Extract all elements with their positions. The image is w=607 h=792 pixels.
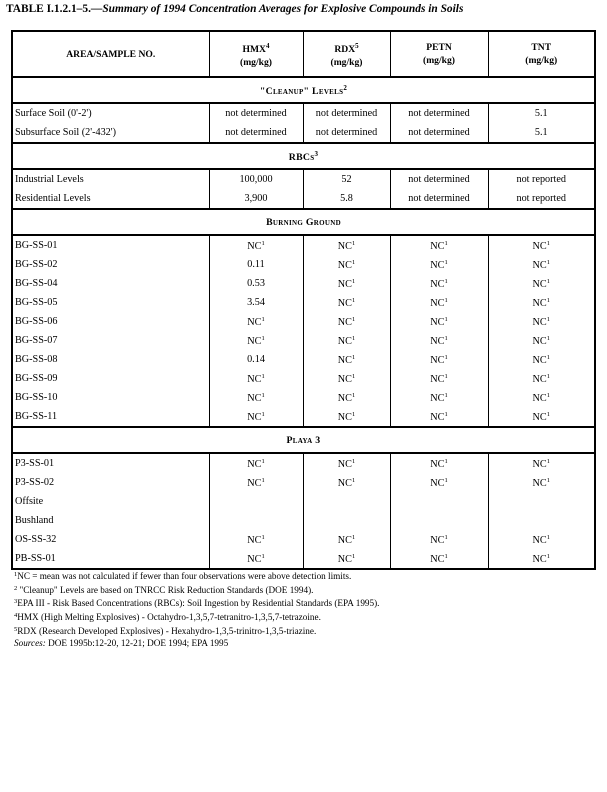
cell-value: NC	[532, 278, 547, 290]
table-cell	[209, 274, 303, 293]
table-cell	[209, 235, 303, 255]
footnote-ref: 1	[444, 533, 448, 541]
row-label: BG-SS-02	[12, 255, 209, 274]
table-cell	[390, 255, 488, 274]
table-cell	[390, 549, 488, 569]
cell-value: NC	[532, 297, 547, 309]
column-header-unit: (mg/kg)	[423, 55, 455, 66]
footnote-ref: 1	[546, 372, 550, 380]
table-cell	[209, 453, 303, 473]
cell-value: NC	[337, 354, 352, 366]
table-cell	[488, 312, 595, 331]
table-row	[12, 189, 595, 209]
footnote-ref: 1	[444, 372, 448, 380]
column-header-name: RDX	[334, 43, 356, 55]
table-row	[12, 123, 595, 143]
table-row	[12, 312, 595, 331]
column-header-unit: (mg/kg)	[330, 56, 363, 68]
footnote-ref: 1	[546, 353, 550, 361]
table-cell	[488, 293, 595, 312]
table-cell	[390, 473, 488, 492]
footnote-ref: 1	[546, 296, 550, 304]
cell-value: NC	[247, 477, 262, 489]
table-cell	[303, 235, 390, 255]
footnote-ref: 1	[546, 457, 550, 465]
cell-value: NC	[337, 335, 352, 347]
row-label: P3-SS-01	[12, 453, 209, 473]
footnote-text: "Cleanup" Levels are based on TNRCC Risk Reduction Standards (DOE 1994).	[17, 584, 314, 595]
section-title-text: RBCs	[288, 151, 315, 163]
table-cell	[303, 549, 390, 569]
column-header-unit: (mg/kg)	[240, 56, 272, 68]
table-row	[12, 331, 595, 350]
cell-value: NC	[337, 411, 352, 423]
footnote-ref: 1	[546, 476, 550, 484]
table-cell	[303, 492, 390, 511]
column-header	[488, 31, 595, 77]
table-cell	[390, 235, 488, 255]
table-number: TABLE I.1.2.1–5.—	[6, 3, 103, 15]
footnote-ref: 1	[444, 552, 448, 560]
table-cell	[488, 103, 595, 123]
cell-value: NC	[430, 411, 445, 423]
footnote-ref: 1	[351, 277, 356, 285]
table-row	[12, 511, 595, 530]
footnote-mark: 5	[14, 625, 18, 633]
table-caption: Summary of 1994 Concentration Averages for Explosive Compounds in Soils	[102, 3, 464, 15]
cell-value: NC	[430, 477, 445, 489]
section-header-row	[12, 143, 595, 169]
table-cell	[488, 369, 595, 388]
table-row	[12, 473, 595, 492]
table-cell	[209, 369, 303, 388]
table-cell	[303, 331, 390, 350]
footnote-ref: 1	[261, 533, 265, 541]
cell-value: 5.1	[534, 108, 548, 119]
table-row	[12, 492, 595, 511]
section-title	[12, 77, 595, 103]
row-label: Industrial Levels	[12, 169, 209, 189]
table-cell	[390, 369, 488, 388]
row-label: BG-SS-11	[12, 407, 209, 427]
table-cell	[303, 388, 390, 407]
section-title-text: "Cleanup" Levels	[259, 85, 344, 97]
cell-value: NC	[430, 316, 445, 328]
cell-value: NC	[532, 392, 547, 404]
cell-value: not determined	[225, 127, 287, 138]
footnote-ref: 1	[351, 410, 356, 418]
cell-value: not reported	[516, 174, 566, 185]
cell-value: NC	[532, 553, 547, 565]
footnote-ref: 1	[444, 410, 448, 418]
column-header-name: TNT	[531, 42, 552, 53]
cell-value: NC	[247, 553, 262, 565]
cell-value: not determined	[408, 174, 470, 185]
column-header	[303, 31, 390, 77]
cell-value: NC	[532, 354, 547, 366]
cell-value: NC	[337, 240, 352, 252]
row-label: Residential Levels	[12, 189, 209, 209]
footnote-ref: 1	[546, 277, 550, 285]
table-cell	[303, 350, 390, 369]
cell-value: NC	[247, 335, 262, 347]
table-cell	[209, 511, 303, 530]
table-cell	[209, 350, 303, 369]
footnote-ref: 1	[351, 457, 356, 465]
table-cell	[209, 123, 303, 143]
cell-value: NC	[430, 240, 445, 252]
footnote-text: EPA III - Risk Based Concentrations (RBCs): Soil Ingestion by Residential Standards (EPA 1995).	[17, 598, 380, 609]
table-title	[6, 3, 604, 15]
table-cell	[390, 407, 488, 427]
footnote-mark: 1	[14, 571, 18, 578]
cell-value: NC	[430, 278, 445, 290]
cell-value: NC	[430, 335, 445, 347]
footnote-ref: 1	[444, 353, 448, 361]
cell-value: NC	[337, 392, 352, 404]
cell-value: NC	[532, 458, 547, 470]
table-row	[12, 407, 595, 427]
table-cell	[209, 189, 303, 209]
table-row	[12, 274, 595, 293]
cell-value: NC	[247, 411, 262, 423]
table-cell	[303, 293, 390, 312]
section-header-row	[12, 77, 595, 103]
table-cell	[390, 530, 488, 549]
cell-value: NC	[247, 240, 262, 252]
table-cell	[488, 549, 595, 569]
table-cell	[209, 169, 303, 189]
sources-line	[14, 638, 379, 650]
cell-value: NC	[430, 458, 445, 470]
cell-value: NC	[430, 373, 445, 385]
row-label: BG-SS-08	[12, 350, 209, 369]
column-header	[209, 31, 303, 77]
row-label: P3-SS-02	[12, 473, 209, 492]
table-cell	[390, 274, 488, 293]
cell-value: NC	[247, 373, 262, 385]
table-cell	[209, 388, 303, 407]
table-cell	[209, 255, 303, 274]
table-row	[12, 388, 595, 407]
cell-value: not determined	[408, 193, 470, 204]
cell-value: not determined	[225, 108, 287, 119]
cell-value: not determined	[315, 127, 378, 138]
table-cell	[303, 511, 390, 530]
cell-value: NC	[430, 297, 445, 309]
table-cell	[209, 331, 303, 350]
footnote	[14, 610, 379, 624]
footnote-ref: 1	[351, 315, 356, 323]
section-title	[12, 209, 595, 235]
table-cell	[209, 407, 303, 427]
footnote-ref: 1	[546, 334, 550, 342]
table-cell	[303, 369, 390, 388]
cell-value: not determined	[315, 108, 378, 119]
table-row	[12, 549, 595, 569]
table-cell	[209, 103, 303, 123]
row-label: BG-SS-09	[12, 369, 209, 388]
cell-value: 5.1	[534, 127, 548, 138]
table-cell	[488, 530, 595, 549]
table-row	[12, 293, 595, 312]
table-cell	[303, 169, 390, 189]
row-label: OS-SS-32	[12, 530, 209, 549]
table-cell	[303, 189, 390, 209]
footnote-ref: 2	[343, 83, 348, 92]
footnote-ref: 1	[444, 277, 448, 285]
footnote-ref: 1	[261, 391, 265, 399]
footnote-ref: 1	[546, 410, 550, 418]
footnote-ref: 1	[351, 258, 356, 266]
table-cell	[390, 312, 488, 331]
table-cell	[209, 312, 303, 331]
cell-value: NC	[532, 373, 547, 385]
row-label: PB-SS-01	[12, 549, 209, 569]
footnote	[14, 596, 379, 610]
table-cell	[303, 274, 390, 293]
row-label: Subsurface Soil (2'-432')	[12, 123, 209, 143]
footnote-ref: 1	[261, 239, 265, 247]
footnote-ref: 1	[261, 552, 265, 560]
footnote-ref: 1	[351, 334, 356, 342]
cell-value: 52	[341, 174, 352, 185]
section-title-text: Burning Ground	[266, 216, 341, 228]
footnote-ref: 1	[261, 372, 265, 380]
cell-value: NC	[337, 477, 352, 489]
table-cell	[390, 453, 488, 473]
table-cell	[488, 235, 595, 255]
table-cell	[390, 511, 488, 530]
table-cell	[209, 473, 303, 492]
cell-value: NC	[337, 534, 352, 546]
footnote-ref: 1	[351, 476, 356, 484]
table-cell	[390, 350, 488, 369]
footnote-ref: 1	[444, 457, 448, 465]
footnote-ref: 3	[314, 149, 319, 158]
footnote-mark: 4	[14, 612, 18, 620]
footnote-ref: 1	[444, 334, 448, 342]
row-label: BG-SS-07	[12, 331, 209, 350]
cell-value: not determined	[408, 127, 470, 138]
cell-value: NC	[337, 553, 352, 565]
table-cell	[488, 453, 595, 473]
table-cell	[488, 350, 595, 369]
footnote-ref: 4	[265, 41, 270, 50]
concentration-table	[11, 30, 596, 570]
footnote-ref: 1	[261, 315, 265, 323]
row-label: Offsite	[12, 492, 209, 511]
cell-value: NC	[430, 259, 445, 271]
row-label: BG-SS-06	[12, 312, 209, 331]
cell-value: 3,900	[244, 193, 268, 204]
table-row	[12, 235, 595, 255]
table-row	[12, 530, 595, 549]
cell-value: NC	[532, 335, 547, 347]
table-cell	[488, 123, 595, 143]
cell-value: NC	[532, 259, 547, 271]
table-cell	[488, 169, 595, 189]
table-row	[12, 169, 595, 189]
cell-value: NC	[337, 278, 352, 290]
cell-value: NC	[532, 316, 547, 328]
table-cell	[488, 274, 595, 293]
footnote-ref: 1	[351, 552, 356, 560]
footnote	[14, 624, 379, 638]
footnote-ref: 1	[351, 391, 356, 399]
column-header	[390, 31, 488, 77]
footnote-ref: 1	[546, 315, 550, 323]
footnote-ref: 1	[351, 372, 356, 380]
table-cell	[488, 511, 595, 530]
cell-value: NC	[337, 259, 352, 271]
footnote-ref: 1	[351, 239, 356, 247]
table-cell	[209, 530, 303, 549]
table-cell	[390, 388, 488, 407]
cell-value: 0.53	[247, 278, 265, 289]
row-label: Bushland	[12, 511, 209, 530]
footnote-text: HMX (High Melting Explosives) - Octahydro-1,3,5,7-tetranitro-1,3,5,7-tetrazoine.	[17, 612, 321, 623]
table-row	[12, 453, 595, 473]
footnote-ref: 1	[261, 410, 265, 418]
cell-value: NC	[337, 373, 352, 385]
table-cell	[303, 255, 390, 274]
cell-value: NC	[247, 534, 262, 546]
footnote	[14, 583, 379, 597]
cell-value: NC	[337, 297, 352, 309]
cell-value: not reported	[516, 193, 566, 204]
table-cell	[303, 103, 390, 123]
table-cell	[303, 473, 390, 492]
section-title	[12, 427, 595, 453]
cell-value: not determined	[408, 108, 470, 119]
cell-value: NC	[337, 316, 352, 328]
row-label: BG-SS-05	[12, 293, 209, 312]
column-header	[12, 31, 209, 77]
cell-value: 0.14	[247, 354, 265, 365]
column-header-name: PETN	[426, 42, 452, 53]
table-cell	[390, 189, 488, 209]
footnote-ref: 1	[351, 353, 356, 361]
footnote-ref: 1	[546, 258, 550, 266]
cell-value: 5.8	[340, 193, 353, 204]
table-cell	[303, 453, 390, 473]
cell-value: 0.11	[247, 259, 265, 270]
table-cell	[209, 293, 303, 312]
table-row	[12, 369, 595, 388]
header-row	[12, 31, 595, 77]
footnote-ref: 1	[546, 533, 550, 541]
cell-value: NC	[532, 477, 547, 489]
table-cell	[303, 407, 390, 427]
footnote-ref: 1	[444, 391, 448, 399]
footnote-ref: 1	[444, 296, 448, 304]
cell-value: NC	[430, 553, 445, 565]
table-cell	[488, 492, 595, 511]
footnote-mark: 3	[14, 598, 18, 606]
cell-value: NC	[430, 392, 445, 404]
table-cell	[488, 331, 595, 350]
footnote	[14, 569, 379, 583]
sources-text: DOE 1995b:12-20, 12-21; DOE 1994; EPA 1995	[45, 637, 229, 648]
footnote-ref: 1	[444, 476, 448, 484]
footnote-ref: 1	[444, 239, 448, 247]
table-cell	[488, 255, 595, 274]
table-cell	[390, 169, 488, 189]
table-row	[12, 350, 595, 369]
cell-value: NC	[247, 458, 262, 470]
cell-value: NC	[532, 411, 547, 423]
cell-value: NC	[430, 534, 445, 546]
footnote-ref: 1	[444, 258, 448, 266]
cell-value: NC	[532, 240, 547, 252]
row-label: BG-SS-04	[12, 274, 209, 293]
cell-value: 100,000	[239, 174, 273, 185]
cell-value: 3.54	[247, 297, 265, 308]
table-cell	[390, 293, 488, 312]
table-row	[12, 103, 595, 123]
section-header-row	[12, 209, 595, 235]
table-row	[12, 255, 595, 274]
table-cell	[390, 492, 488, 511]
table-body	[12, 77, 595, 569]
cell-value: NC	[247, 316, 262, 328]
section-title-text: Playa 3	[286, 434, 321, 446]
table-cell	[390, 123, 488, 143]
footnotes	[14, 569, 379, 649]
table-cell	[303, 123, 390, 143]
table-cell	[390, 103, 488, 123]
footnote-ref: 1	[546, 391, 550, 399]
footnote-ref: 1	[261, 476, 265, 484]
table-cell	[209, 549, 303, 569]
footnote-ref: 1	[546, 239, 550, 247]
footnote-ref: 1	[351, 296, 356, 304]
footnote-text: NC = mean was not calculated if fewer than four observations were above detection limits.	[17, 571, 352, 581]
table-cell	[390, 331, 488, 350]
column-header-name: AREA/SAMPLE NO.	[66, 48, 156, 60]
table-cell	[488, 388, 595, 407]
footnote-ref: 1	[444, 315, 448, 323]
row-label: BG-SS-10	[12, 388, 209, 407]
footnote-ref: 1	[261, 457, 265, 465]
row-label: BG-SS-01	[12, 235, 209, 255]
cell-value: NC	[337, 458, 352, 470]
cell-value: NC	[247, 392, 262, 404]
column-header-unit: (mg/kg)	[525, 55, 558, 66]
section-title	[12, 143, 595, 169]
footnote-mark: 2	[14, 584, 18, 592]
column-header-name: HMX	[242, 43, 266, 55]
table-cell	[209, 492, 303, 511]
footnote-ref: 1	[261, 334, 265, 342]
cell-value: NC	[430, 354, 445, 366]
cell-value: NC	[532, 534, 547, 546]
row-label: Surface Soil (0'-2')	[12, 103, 209, 123]
table-cell	[303, 312, 390, 331]
table-cell	[303, 530, 390, 549]
section-header-row	[12, 427, 595, 453]
table-cell	[488, 473, 595, 492]
sources-label: Sources:	[14, 637, 46, 648]
footnote-text: RDX (Research Developed Explosives) - Hexahydro-1,3,5-trinitro-1,3,5-triazine.	[17, 625, 317, 636]
footnote-ref: 5	[355, 41, 359, 50]
footnote-ref: 1	[351, 533, 356, 541]
table-cell	[488, 407, 595, 427]
footnote-ref: 1	[546, 552, 550, 560]
table-cell	[488, 189, 595, 209]
